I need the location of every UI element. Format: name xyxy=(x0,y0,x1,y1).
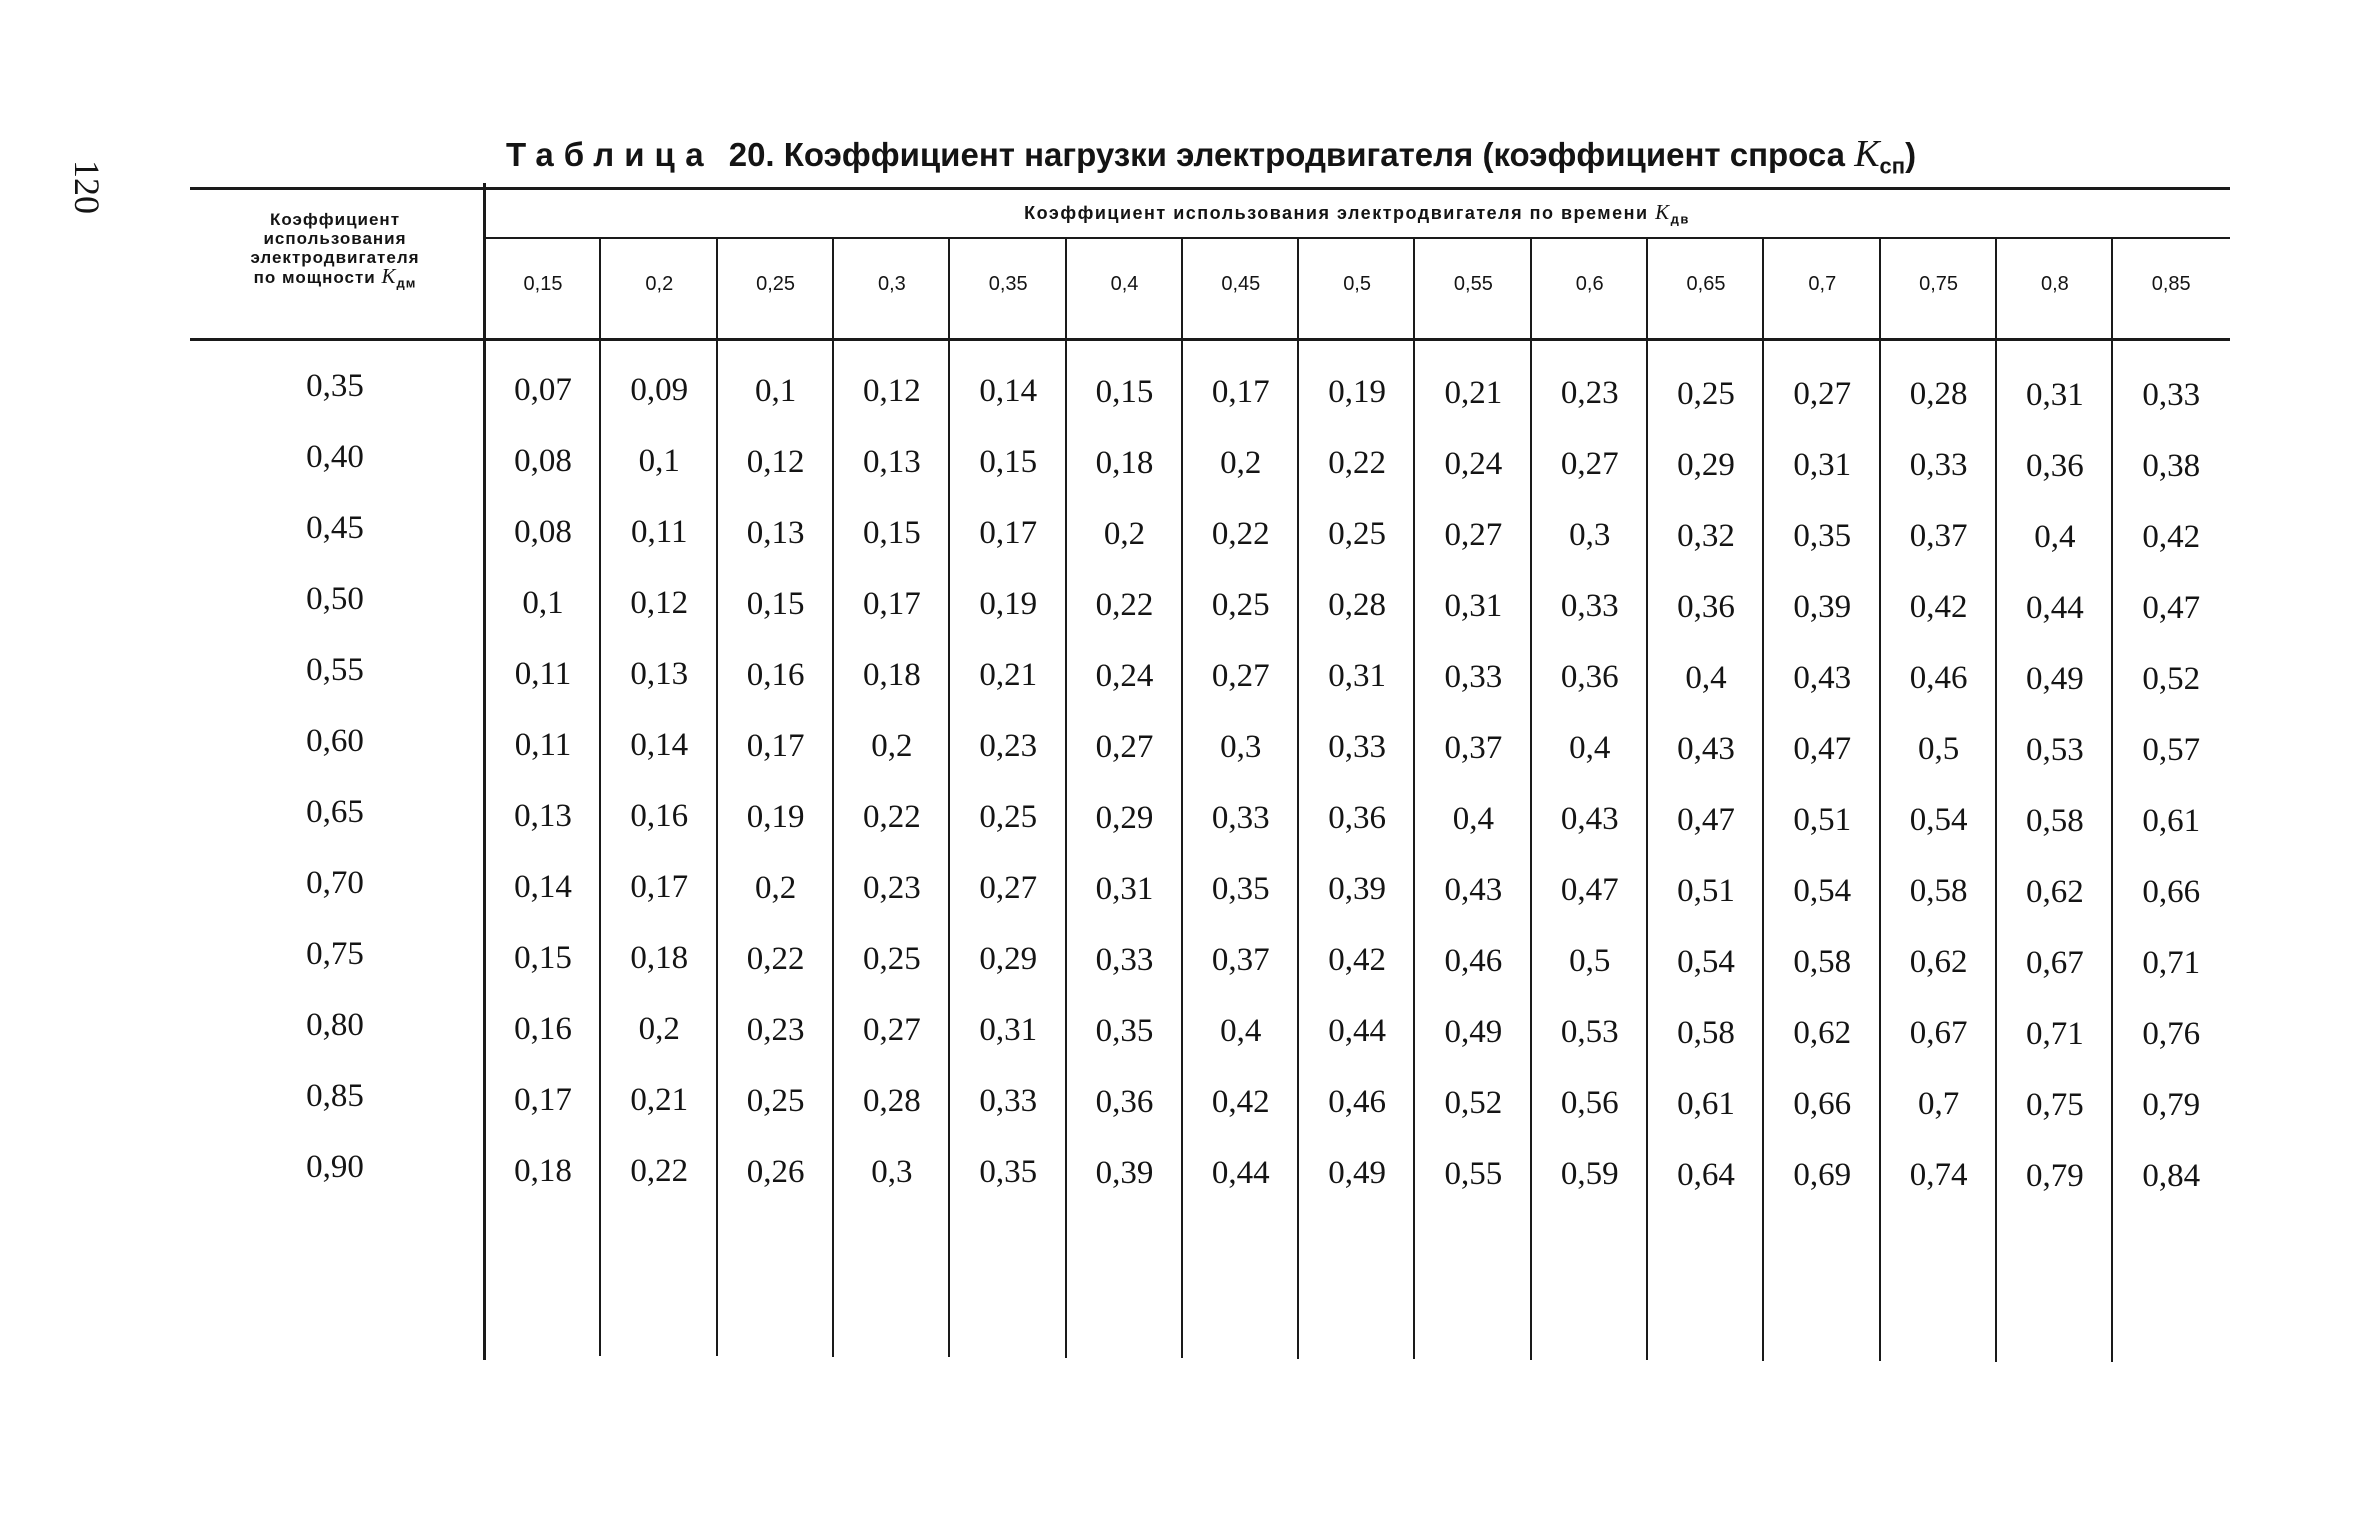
table-cell: 0,19 xyxy=(746,798,805,835)
table-cell: 0,33 xyxy=(1328,729,1386,766)
table-cell: 0,39 xyxy=(1328,871,1386,908)
column-group-header-symbol: K xyxy=(1655,200,1671,224)
table-cell: 0,79 xyxy=(2142,1086,2201,1123)
row-label: 0,85 xyxy=(306,1078,364,1114)
table-cell: 0,33 xyxy=(1095,941,1154,978)
table-cell: 0,28 xyxy=(1328,587,1386,624)
table-cell: 0,25 xyxy=(979,799,1038,836)
table-title xyxy=(506,132,1916,180)
table-cell: 0,3 xyxy=(1220,729,1262,766)
page-number: 120 xyxy=(67,160,107,214)
table-cell: 0,47 xyxy=(1793,730,1852,767)
table-cell: 0,4 xyxy=(2034,518,2076,555)
table-cell: 0,4 xyxy=(1569,730,1611,767)
table-cell: 0,33 xyxy=(1560,588,1619,625)
stub-header-line4-wrap xyxy=(190,264,480,292)
column-header: 0,75 xyxy=(1919,273,1959,295)
column-header: 0,2 xyxy=(645,273,674,295)
table-cell: 0,31 xyxy=(1328,658,1386,695)
table-cell: 0,35 xyxy=(1793,517,1852,554)
table-cell: 0,08 xyxy=(514,514,572,550)
table-cell: 0,18 xyxy=(630,940,689,977)
column-header: 0,4 xyxy=(1110,273,1139,295)
table-cell: 0,4 xyxy=(1220,1013,1262,1050)
table-cell: 0,62 xyxy=(2026,873,2084,910)
table-cell: 0,2 xyxy=(1103,515,1146,552)
table-cell: 0,15 xyxy=(514,940,572,976)
table-cell: 0,47 xyxy=(1560,872,1619,909)
table-cell: 0,58 xyxy=(1909,873,1968,910)
table-cell: 0,27 xyxy=(1444,516,1503,553)
table-cell: 0,58 xyxy=(1793,943,1852,980)
table-cell: 0,67 xyxy=(2026,944,2084,981)
table-cell: 0,17 xyxy=(979,515,1038,552)
column-header: 0,45 xyxy=(1221,273,1261,295)
table-cell: 0,49 xyxy=(2026,660,2084,697)
table-cell: 0,55 xyxy=(1444,1155,1503,1192)
table-cell: 0,22 xyxy=(630,1153,689,1190)
table-cell: 0,62 xyxy=(1793,1014,1852,1051)
table-cell: 0,5 xyxy=(1569,943,1611,980)
table-cell: 0,18 xyxy=(1095,444,1154,481)
table-cell: 0,43 xyxy=(1444,871,1503,908)
column-header: 0,8 xyxy=(2040,273,2069,295)
table-cell: 0,13 xyxy=(630,656,689,693)
table-cell: 0,17 xyxy=(863,586,921,623)
table-cell: 0,42 xyxy=(1328,942,1386,979)
table-cell: 0,11 xyxy=(514,727,572,763)
table-cell: 0,31 xyxy=(1095,870,1154,907)
table-cell: 0,71 xyxy=(2142,944,2201,981)
table-cell: 0,43 xyxy=(1793,659,1852,696)
table-cell: 0,22 xyxy=(1211,516,1270,553)
table-cell: 0,71 xyxy=(2026,1015,2084,1052)
table-cell: 0,29 xyxy=(1677,446,1735,483)
table-cell: 0,54 xyxy=(1793,872,1852,909)
table-cell: 0,42 xyxy=(1211,1084,1270,1121)
table-cell: 0,47 xyxy=(2142,589,2201,626)
table-cell: 0,32 xyxy=(1677,517,1735,554)
table-cell: 0,22 xyxy=(1095,586,1154,623)
table-cell: 0,19 xyxy=(979,586,1038,623)
table-cell: 0,49 xyxy=(1328,1155,1386,1192)
table-cell: 0,13 xyxy=(863,444,921,481)
table-cell: 0,1 xyxy=(522,585,564,621)
table-cell: 0,33 xyxy=(979,1083,1038,1120)
table-cell: 0,35 xyxy=(979,1154,1038,1191)
table-cell: 0,21 xyxy=(979,657,1038,694)
table-cell: 0,14 xyxy=(630,727,689,764)
table-cell: 0,27 xyxy=(1793,375,1852,412)
table-cell: 0,19 xyxy=(1328,374,1386,411)
table-cell: 0,37 xyxy=(1211,942,1270,979)
table-cell: 0,25 xyxy=(1211,587,1270,624)
table-cell: 0,23 xyxy=(863,870,921,907)
table-cell: 0,25 xyxy=(1328,516,1386,553)
table-cell: 0,37 xyxy=(1909,518,1968,555)
table-cell: 0,36 xyxy=(1328,800,1386,837)
table-cell: 0,23 xyxy=(979,728,1038,765)
table-cell: 0,43 xyxy=(1560,801,1619,838)
table-cell: 0,17 xyxy=(1211,374,1270,411)
table-cell: 0,23 xyxy=(1560,375,1619,412)
table-cell: 0,27 xyxy=(979,870,1038,907)
column-header: 0,55 xyxy=(1453,273,1493,295)
table-cell: 0,57 xyxy=(2142,731,2201,768)
row-label: 0,60 xyxy=(306,723,364,759)
row-label: 0,50 xyxy=(306,581,364,617)
table-cell: 0,13 xyxy=(746,514,805,551)
table-cell: 0,61 xyxy=(1677,1085,1735,1122)
column-header: 0,35 xyxy=(988,273,1028,295)
table-cell: 0,36 xyxy=(1095,1083,1154,1120)
table-cell: 0,17 xyxy=(630,869,689,906)
table-cell: 0,29 xyxy=(1095,799,1154,836)
table-cell: 0,31 xyxy=(979,1012,1038,1049)
column-header: 0,85 xyxy=(2151,273,2191,295)
table-cell: 0,4 xyxy=(1685,659,1727,696)
table-cell: 0,14 xyxy=(514,869,572,905)
table-cell: 0,11 xyxy=(631,514,688,551)
table-cell: 0,29 xyxy=(979,941,1038,978)
row-label: 0,35 xyxy=(306,368,364,404)
table-cell: 0,25 xyxy=(1677,375,1735,412)
table-cell: 0,52 xyxy=(1444,1084,1503,1121)
table-cell: 0,17 xyxy=(746,727,805,764)
table-cell: 0,21 xyxy=(1444,374,1503,411)
column-header: 0,65 xyxy=(1686,273,1726,295)
table-cell: 0,43 xyxy=(1677,730,1735,767)
column-group-rule xyxy=(485,237,2230,239)
table-cell: 0,35 xyxy=(1211,871,1270,908)
table-cell: 0,1 xyxy=(638,443,680,480)
table-cell: 0,12 xyxy=(630,585,689,622)
column-header: 0,3 xyxy=(877,273,906,295)
table-cell: 0,3 xyxy=(1569,517,1611,554)
table-cell: 0,33 xyxy=(1909,447,1968,484)
table-cell: 0,75 xyxy=(2026,1086,2084,1123)
table-cell: 0,66 xyxy=(2142,873,2201,910)
row-label: 0,45 xyxy=(306,510,364,546)
table-cell: 0,17 xyxy=(514,1082,572,1118)
title-closing: ) xyxy=(1905,136,1917,173)
table-cell: 0,16 xyxy=(630,798,689,835)
table-cell: 0,21 xyxy=(630,1082,689,1119)
table-cell: 0,2 xyxy=(1220,445,1262,482)
column-header: 0,15 xyxy=(523,273,563,295)
table-cell: 0,07 xyxy=(514,372,572,408)
table-cell: 0,27 xyxy=(1095,728,1154,765)
table-cell: 0,66 xyxy=(1793,1085,1852,1122)
stub-header-line2: использования xyxy=(263,229,407,248)
table-cell: 0,15 xyxy=(746,585,805,622)
column-group-header xyxy=(485,200,2229,227)
table-cell: 0,28 xyxy=(863,1083,921,1120)
table-cell: 0,36 xyxy=(2026,447,2084,484)
table-cell: 0,24 xyxy=(1444,445,1503,482)
table-cell: 0,27 xyxy=(1211,658,1270,695)
table-cell: 0,64 xyxy=(1677,1156,1735,1193)
table-cell: 0,3 xyxy=(871,1154,913,1191)
table-cell: 0,18 xyxy=(863,657,921,694)
title-symbol-sub: сп xyxy=(1879,153,1906,179)
table-cell: 0,2 xyxy=(754,869,797,906)
column-header: 0,25 xyxy=(756,273,796,295)
row-label: 0,40 xyxy=(306,439,364,475)
table-cell: 0,69 xyxy=(1793,1156,1852,1193)
table-cell: 0,61 xyxy=(2142,802,2201,839)
table-cell: 0,31 xyxy=(1444,587,1503,624)
table-cell: 0,16 xyxy=(746,656,805,693)
table-cell: 0,33 xyxy=(1444,658,1503,695)
stub-header-line1: Коэффициент xyxy=(269,210,401,229)
table-cell: 0,58 xyxy=(2026,802,2084,839)
table-cell: 0,23 xyxy=(746,1011,805,1048)
table-cell: 0,25 xyxy=(746,1082,805,1119)
table-cell: 0,27 xyxy=(1560,446,1619,483)
table-cell: 0,51 xyxy=(1677,872,1735,909)
table-cell: 0,33 xyxy=(1211,800,1270,837)
table-cell: 0,31 xyxy=(1793,446,1852,483)
column-header: 0,7 xyxy=(1808,273,1837,295)
stub-header-line3: электродвигателя xyxy=(250,248,420,267)
title-text: Коэффициент нагрузки электродвигателя (коэффициент спроса xyxy=(783,136,1846,173)
table-cell: 0,15 xyxy=(1095,373,1154,410)
column-header: 0,5 xyxy=(1343,273,1371,295)
table-cell: 0,39 xyxy=(1793,588,1852,625)
table-cell: 0,62 xyxy=(1909,944,1968,981)
table-cell: 0,35 xyxy=(1095,1012,1154,1049)
table-cell: 0,11 xyxy=(514,656,572,692)
table-cell: 0,33 xyxy=(2142,376,2201,413)
title-symbol: K xyxy=(1854,133,1880,175)
table-cell: 0,22 xyxy=(863,799,921,836)
table-cell: 0,37 xyxy=(1444,729,1503,766)
table-cell: 0,16 xyxy=(514,1011,572,1047)
table-cell: 0,74 xyxy=(1909,1157,1968,1194)
column-header: 0,6 xyxy=(1575,273,1604,295)
table-cell: 0,54 xyxy=(1677,943,1735,980)
table-cell: 0,2 xyxy=(871,728,913,765)
header-bottom-rule xyxy=(190,338,2230,341)
table-cell: 0,14 xyxy=(979,373,1038,410)
table-cell: 0,59 xyxy=(1560,1156,1619,1193)
table-cell: 0,56 xyxy=(1560,1085,1619,1122)
table-cell: 0,38 xyxy=(2142,447,2201,484)
table-cell: 0,31 xyxy=(2026,376,2084,413)
table-cell: 0,46 xyxy=(1328,1084,1386,1121)
table-cell: 0,1 xyxy=(754,372,797,409)
table-cell: 0,4 xyxy=(1452,800,1495,837)
table-cell: 0,84 xyxy=(2142,1157,2201,1194)
table-cell: 0,52 xyxy=(2142,660,2201,697)
table-cell: 0,12 xyxy=(863,373,921,410)
table-cell: 0,36 xyxy=(1677,588,1735,625)
table-cell: 0,46 xyxy=(1909,660,1968,697)
stub-header-line4: по мощности xyxy=(253,268,376,287)
table-cell: 0,7 xyxy=(1917,1086,1960,1123)
table-cell: 0,39 xyxy=(1095,1154,1154,1191)
row-label: 0,90 xyxy=(306,1149,364,1185)
table-cell: 0,44 xyxy=(1328,1013,1386,1050)
table-cell: 0,44 xyxy=(1211,1155,1270,1192)
table-cell: 0,25 xyxy=(863,941,921,978)
table-cell: 0,42 xyxy=(2142,518,2201,555)
row-label: 0,80 xyxy=(306,1007,364,1043)
table-cell: 0,24 xyxy=(1095,657,1154,694)
table-cell: 0,27 xyxy=(863,1012,921,1049)
table-cell: 0,54 xyxy=(1909,802,1968,839)
table-cell: 0,09 xyxy=(630,372,689,409)
table-cell: 0,67 xyxy=(1909,1015,1968,1052)
table-cell: 0,22 xyxy=(1328,445,1386,482)
table-cell: 0,49 xyxy=(1444,1013,1503,1050)
table-cell: 0,76 xyxy=(2142,1015,2201,1052)
title-number: 20. xyxy=(728,136,775,173)
stub-header-symbol-sub: дм xyxy=(396,275,417,291)
table-cell: 0,42 xyxy=(1909,589,1968,626)
table-cell: 0,13 xyxy=(514,798,572,834)
table-cell: 0,2 xyxy=(638,1011,680,1048)
table-top-rule xyxy=(190,187,2230,190)
table-cell: 0,28 xyxy=(1909,376,1968,413)
row-label: 0,75 xyxy=(306,936,364,972)
column-group-header-text: Коэффициент использования электродвигателя по времени xyxy=(1024,203,1649,223)
table-cell: 0,15 xyxy=(863,515,921,552)
table-cell: 0,51 xyxy=(1793,801,1852,838)
column-group-header-symbol-sub: дв xyxy=(1670,211,1690,227)
stub-header-symbol: K xyxy=(381,264,397,288)
table-cell: 0,08 xyxy=(514,443,572,479)
row-label: 0,55 xyxy=(306,652,364,688)
table-cell: 0,58 xyxy=(1677,1014,1735,1051)
table-cell: 0,53 xyxy=(2026,731,2084,768)
table-cell: 0,53 xyxy=(1560,1014,1619,1051)
row-label: 0,65 xyxy=(306,794,364,830)
table-cell: 0,44 xyxy=(2026,589,2084,626)
table-cell: 0,22 xyxy=(746,940,805,977)
table-cell: 0,79 xyxy=(2026,1157,2084,1194)
table-cell: 0,5 xyxy=(1917,731,1960,768)
title-prefix: Таблица xyxy=(506,136,714,173)
table-cell: 0,15 xyxy=(979,444,1038,481)
table-cell: 0,18 xyxy=(514,1153,572,1189)
table-cell: 0,36 xyxy=(1560,659,1619,696)
table-cell: 0,26 xyxy=(746,1153,805,1190)
table-cell: 0,46 xyxy=(1444,942,1503,979)
table-cell: 0,47 xyxy=(1677,801,1735,838)
table-cell: 0,12 xyxy=(746,443,805,480)
stub-header xyxy=(190,210,480,292)
row-label: 0,70 xyxy=(306,865,364,901)
